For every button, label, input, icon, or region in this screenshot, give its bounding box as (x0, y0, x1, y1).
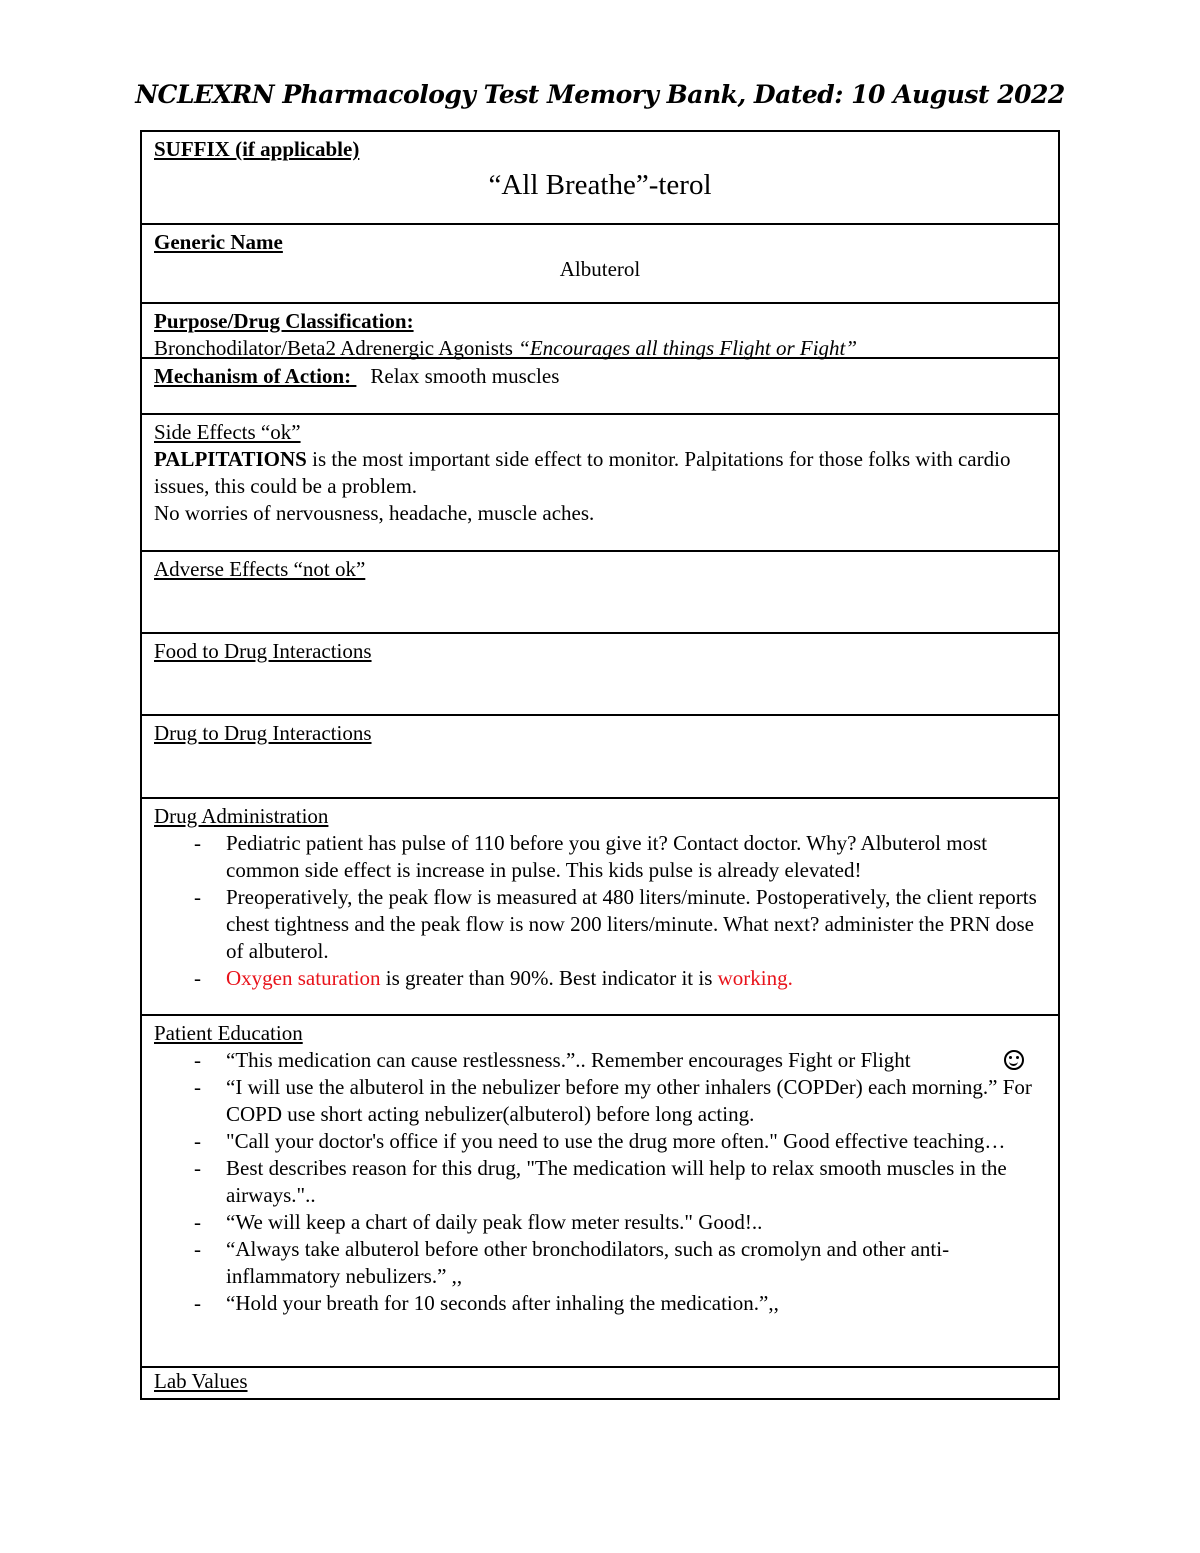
side-effects-line2: No worries of nervousness, headache, muscle aches. (154, 501, 595, 525)
adverse-effects-row (142, 552, 1058, 634)
drug-interactions-label: Drug to Drug Interactions (154, 721, 372, 745)
list-item: - “I will use the albuterol in the nebulizer before my other inhalers (COPDer) each morning.” For COPD use short acting nebulizer(albuterol) before long acting. (154, 1074, 1046, 1128)
generic-name-value: Albuterol (559, 257, 641, 281)
item-text: “This medication can cause restlessness.”.. Remember encourages Fight or Flight (226, 1048, 911, 1072)
side-effects-row (142, 415, 1058, 552)
highlight-text: Oxygen saturation (226, 966, 381, 990)
purpose-value (154, 335, 1046, 362)
item-text: is greater than 90%. Best indicator it is (380, 966, 718, 990)
list-item: - Pediatric patient has pulse of 110 before you give it? Contact doctor. Why? Albuterol most common side effect is increase in pulse. This kids pulse is already elevated! (154, 830, 1046, 884)
list-item: - “Always take albuterol before other bronchodilators, such as cromolyn and other anti-inflammatory nebulizers.” ,, (154, 1236, 1046, 1290)
generic-name-label: Generic Name (154, 230, 283, 254)
lab-values-row (142, 1368, 1058, 1398)
highlight-text: working. (717, 966, 793, 990)
mechanism-label: Mechanism of Action: (154, 364, 357, 388)
generic-name-row (142, 225, 1058, 304)
document-title: NCLEXRN Pharmacology Test Memory Bank, Dated: 10 August 2022 (135, 80, 1065, 109)
list-item: - "Call your doctor's office if you need to use the drug more often." Good effective teaching… (154, 1128, 1046, 1155)
mechanism-value: Relax smooth muscles (370, 364, 560, 388)
smiley-face-icon (1004, 1050, 1024, 1070)
list-item (154, 1047, 1046, 1074)
drug-administration-label: Drug Administration (154, 804, 329, 828)
suffix-label: SUFFIX (if applicable) (154, 137, 360, 161)
education-list (154, 1047, 1046, 1317)
lab-values-label: Lab Values (154, 1369, 248, 1393)
mechanism-row (142, 359, 1058, 415)
administration-list (154, 830, 1046, 992)
drug-interactions-row (142, 716, 1058, 799)
purpose-row (142, 304, 1058, 359)
patient-education-label: Patient Education (154, 1021, 303, 1045)
adverse-effects-label: Adverse Effects “not ok” (154, 557, 366, 581)
suffix-row (142, 132, 1058, 225)
side-effects-lead: PALPITATIONS (154, 447, 307, 471)
mechanism-line (154, 363, 1046, 390)
patient-education-row (142, 1016, 1058, 1368)
purpose-label: Purpose/Drug Classification: (154, 309, 414, 333)
side-effects-line1 (154, 446, 1046, 500)
list-item: - Preoperatively, the peak flow is measured at 480 liters/minute. Postoperatively, the client reports chest tightness and the peak flow is now 200 liters/minute. What next? administer the PRN dose of albuterol. (154, 884, 1046, 965)
purpose-quote: “Encourages all things Flight or Fight” (518, 336, 858, 360)
food-interactions-row (142, 634, 1058, 716)
list-item: - Best describes reason for this drug, "The medication will help to relax smooth muscles in the airways.".. (154, 1155, 1046, 1209)
drug-card-table (140, 130, 1060, 1400)
list-item (154, 965, 1046, 992)
suffix-value: “All Breathe”-terol (488, 169, 712, 201)
drug-administration-row (142, 799, 1058, 1016)
list-item: - “We will keep a chart of daily peak flow meter results." Good!.. (154, 1209, 1046, 1236)
side-effects-label: Side Effects “ok” (154, 420, 301, 444)
food-interactions-label: Food to Drug Interactions (154, 639, 372, 663)
list-item: - “Hold your breath for 10 seconds after inhaling the medication.”,, (154, 1290, 1046, 1317)
side-effects-rest: is the most important side effect to monitor. Palpitations for those folks with cardio issues, this could be a problem. (154, 447, 1011, 498)
purpose-classification: Bronchodilator/Beta2 Adrenergic Agonists (154, 336, 519, 360)
